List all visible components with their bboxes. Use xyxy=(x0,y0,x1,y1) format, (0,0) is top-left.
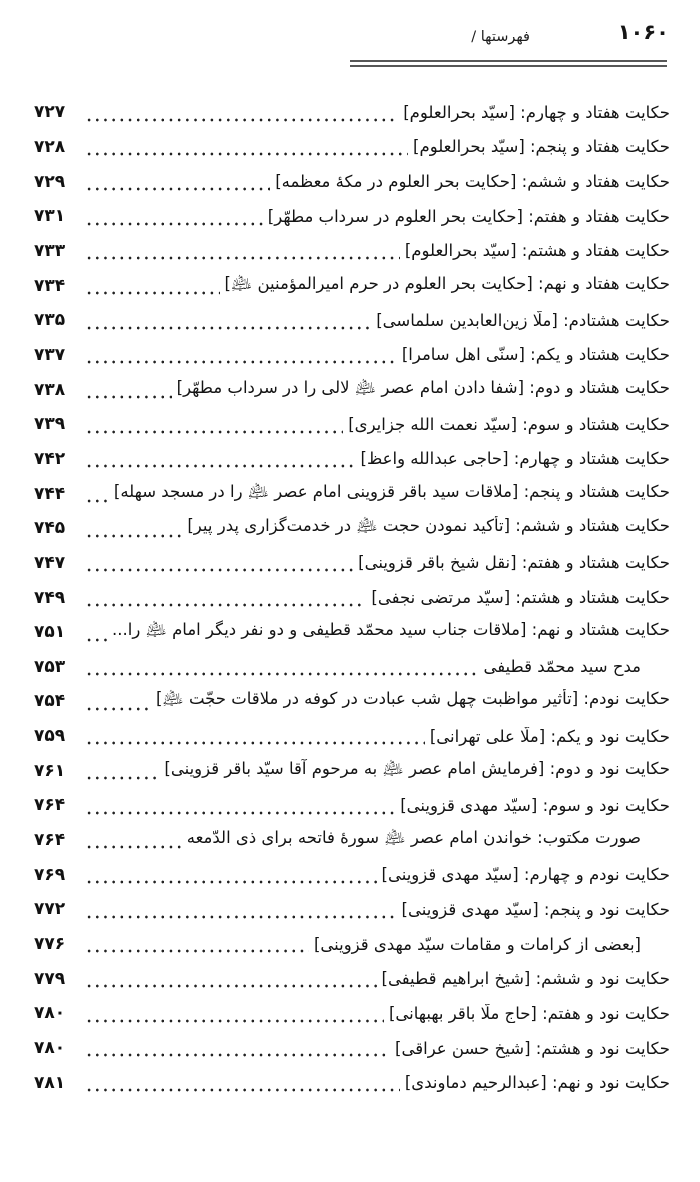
dot-leader xyxy=(85,291,220,295)
toc-entry-page: ۷۳۱ xyxy=(34,206,66,227)
dot-leader xyxy=(85,1053,390,1057)
dot-leader xyxy=(85,326,371,330)
toc-entry-page: ۷۶۹ xyxy=(34,864,66,885)
toc-entry xyxy=(34,546,670,581)
toc-entry xyxy=(34,164,670,199)
toc-entry-title: حکایت هفتاد و پنجم: [سیّد بحرالعلوم] xyxy=(413,137,670,157)
toc-entry xyxy=(34,650,670,685)
toc-entry-title: حکایت هفتاد و هفتم: [حکایت بحر العلوم در سرداب مطهّر] xyxy=(267,206,670,226)
toc-entry-page: ۷۷۲ xyxy=(34,899,66,920)
toc-entry-page: ۷۶۴ xyxy=(34,830,66,851)
dot-leader xyxy=(85,187,270,191)
toc-entry-page: ۷۴۷ xyxy=(34,552,66,573)
toc-entry xyxy=(34,268,670,303)
dot-leader xyxy=(85,672,478,676)
toc-entry-page: ۷۳۳ xyxy=(34,240,66,261)
toc-entry xyxy=(34,719,670,754)
toc-entry-page: ۷۳۷ xyxy=(34,344,66,365)
toc-entry-page: ۷۶۱ xyxy=(34,760,66,781)
toc-entry xyxy=(34,961,670,996)
toc-entry-title: حکایت هشتاد و هفتم: [نقل شیخ باقر قزوینی] xyxy=(358,553,670,573)
toc-entry xyxy=(34,753,670,788)
toc-entry xyxy=(34,857,670,892)
toc-entry-title: حکایت نود و ششم: [شیخ ابراهیم قطیفی] xyxy=(381,969,670,989)
toc-entry-page: ۷۴۹ xyxy=(34,587,66,608)
toc-entry xyxy=(34,130,670,165)
dot-leader xyxy=(85,360,397,364)
toc-entry-title: حکایت نود و پنجم: [سیّد مهدی قزوینی] xyxy=(401,899,670,919)
toc-entry-title: حکایت هشتاد و هشتم: [سیّد مرتضی نجفی] xyxy=(371,588,670,608)
dot-leader xyxy=(85,256,400,260)
dot-leader xyxy=(85,707,151,711)
toc-entry-page: ۷۵۴ xyxy=(34,691,66,712)
dot-leader xyxy=(85,464,356,468)
toc-entry-title: حکایت هشتاد و یکم: [سنّی اهل سامرا] xyxy=(401,345,670,365)
toc-entry xyxy=(34,927,670,962)
toc-entry xyxy=(34,684,670,719)
dot-leader xyxy=(85,1088,400,1092)
toc-entry xyxy=(34,95,670,130)
dot-leader xyxy=(85,984,377,988)
toc-entry-page: ۷۶۴ xyxy=(34,795,66,816)
toc-entry-page: ۷۳۸ xyxy=(34,379,66,400)
toc-entry-page: ۷۳۴ xyxy=(34,275,66,296)
dot-leader xyxy=(85,395,172,399)
toc-entry xyxy=(34,511,670,546)
toc-entry-page: ۷۲۸ xyxy=(34,136,66,157)
toc-entry xyxy=(34,303,670,338)
dot-leader xyxy=(85,603,366,607)
toc-entry-title: حکایت نود و یکم: [ملّا علی تهرانی] xyxy=(429,726,670,746)
toc-entry-title: حکایت هشتاد و چهارم: [حاجی عبدالله واعظ] xyxy=(360,449,670,469)
toc-entry xyxy=(34,1031,670,1066)
toc-list xyxy=(34,95,670,1100)
toc-entry xyxy=(34,338,670,373)
running-head: فهرستها / xyxy=(471,29,530,45)
dot-leader xyxy=(85,568,353,572)
dot-leader xyxy=(85,118,398,122)
toc-entry-page: ۷۴۵ xyxy=(34,518,66,539)
header-double-rule xyxy=(350,60,667,67)
toc-entry xyxy=(34,580,670,615)
toc-entry-title: حکایت نود و سوم: [سیّد مهدی قزوینی] xyxy=(400,795,670,815)
toc-entry-title: حکایت هشتاد و نهم: [ملاقات جناب سید محمّد قطیفی و دو نفر دیگر امام ﵇ را... xyxy=(112,620,670,640)
dot-leader xyxy=(85,741,425,745)
dot-leader xyxy=(85,811,395,815)
toc-entry-title: حکایت هفتاد و چهارم: [سیّد بحرالعلوم] xyxy=(403,102,670,122)
toc-entry-title: حکایت هفتاد و نهم: [حکایت بحر العلوم در حرم امیرالمؤمنین ﵇] xyxy=(224,273,670,293)
toc-entry xyxy=(34,615,670,650)
toc-entry-page: ۷۲۷ xyxy=(34,102,66,123)
toc-entry-page: ۷۳۹ xyxy=(34,414,66,435)
toc-entry-title: حکایت نود و هشتم: [شیخ حسن عراقی] xyxy=(395,1038,670,1058)
dot-leader xyxy=(85,915,397,919)
toc-entry-page: ۷۷۶ xyxy=(34,934,66,955)
toc-entry-title: حکایت هشتاد و ششم: [تأکید نمودن حجت ﵇ در خدمت‌گزاری پدر پیر] xyxy=(187,516,670,536)
dot-leader xyxy=(85,222,263,226)
toc-entry-title: حکایت نود و هفتم: [حاج ملّا باقر بهبهانی] xyxy=(388,1003,670,1023)
toc-entry-page: ۷۸۰ xyxy=(34,1038,66,1059)
toc-entry xyxy=(34,996,670,1031)
toc-entry xyxy=(34,823,670,858)
dot-leader xyxy=(85,430,343,434)
toc-entry xyxy=(34,892,670,927)
toc-entry-title: صورت مکتوب: خواندن امام عصر ﵇ سورهٔ فاتحه برای ذی الدّمعه xyxy=(186,828,641,848)
toc-entry-title: حکایت هشتاد و پنجم: [ملاقات سید باقر قزوینی امام عصر ﵇ را در مسجد سهله] xyxy=(113,481,670,501)
toc-entry-page: ۷۸۰ xyxy=(34,1003,66,1024)
dot-leader xyxy=(85,1019,384,1023)
toc-entry-title: حکایت هفتاد و هشتم: [سیّد بحرالعلوم] xyxy=(404,241,670,261)
toc-entry-page: ۷۴۲ xyxy=(34,448,66,469)
toc-entry-page: ۷۲۹ xyxy=(34,171,66,192)
dot-leader xyxy=(85,776,159,780)
toc-entry xyxy=(34,442,670,477)
toc-entry xyxy=(34,788,670,823)
page-number: ۱۰۶۰ xyxy=(617,20,669,44)
dot-leader xyxy=(85,880,377,884)
toc-entry-page: ۷۳۵ xyxy=(34,310,66,331)
dot-leader xyxy=(85,499,109,503)
toc-entry xyxy=(34,372,670,407)
toc-entry xyxy=(34,476,670,511)
toc-entry-page: ۷۵۳ xyxy=(34,656,66,677)
toc-entry-page: ۷۵۹ xyxy=(34,726,66,747)
toc-entry-title: حکایت نودم و چهارم: [سیّد مهدی قزوینی] xyxy=(381,865,670,885)
toc-entry xyxy=(34,234,670,269)
toc-entry-title: حکایت هشتاد و سوم: [سیّد نعمت الله جزایری] xyxy=(348,414,670,434)
toc-entry-title: حکایت نود و دوم: [فرمایش امام عصر ﵇ به مرحوم آقا سیّد باقر قزوینی] xyxy=(164,758,670,778)
toc-entry xyxy=(34,1065,670,1100)
dot-leader xyxy=(85,534,182,538)
toc-entry xyxy=(34,199,670,234)
toc-entry-title: مدح سید محمّد قطیفی xyxy=(483,657,641,677)
toc-entry-title: حکایت نود و نهم: [عبدالرحیم دماوندی] xyxy=(404,1073,670,1093)
toc-entry xyxy=(34,407,670,442)
dot-leader xyxy=(85,845,182,849)
toc-entry-page: ۷۴۴ xyxy=(34,483,66,504)
toc-entry-page: ۷۷۹ xyxy=(34,968,66,989)
toc-entry-title: [بعضی از کرامات و مقامات سیّد مهدی قزوینی] xyxy=(313,934,641,954)
dot-leader xyxy=(85,949,309,953)
toc-entry-page: ۷۸۱ xyxy=(34,1072,66,1093)
toc-entry-page: ۷۵۱ xyxy=(34,622,66,643)
toc-entry-title: حکایت هفتاد و ششم: [حکایت بحر العلوم در مکهٔ معظمه] xyxy=(275,172,670,192)
dot-leader xyxy=(85,152,408,156)
dot-leader xyxy=(85,638,107,642)
toc-entry-title: حکایت هشتادم: [ملّا زین‌العابدین سلماسی] xyxy=(376,310,670,330)
toc-entry-title: حکایت هشتاد و دوم: [شفا دادن امام عصر ﵇ لالی را در سرداب مطهّر] xyxy=(176,377,670,397)
toc-entry-title: حکایت نودم: [تأثیر مواظبت چهل شب عبادت در کوفه در ملاقات حجّت ﵇] xyxy=(156,689,670,709)
